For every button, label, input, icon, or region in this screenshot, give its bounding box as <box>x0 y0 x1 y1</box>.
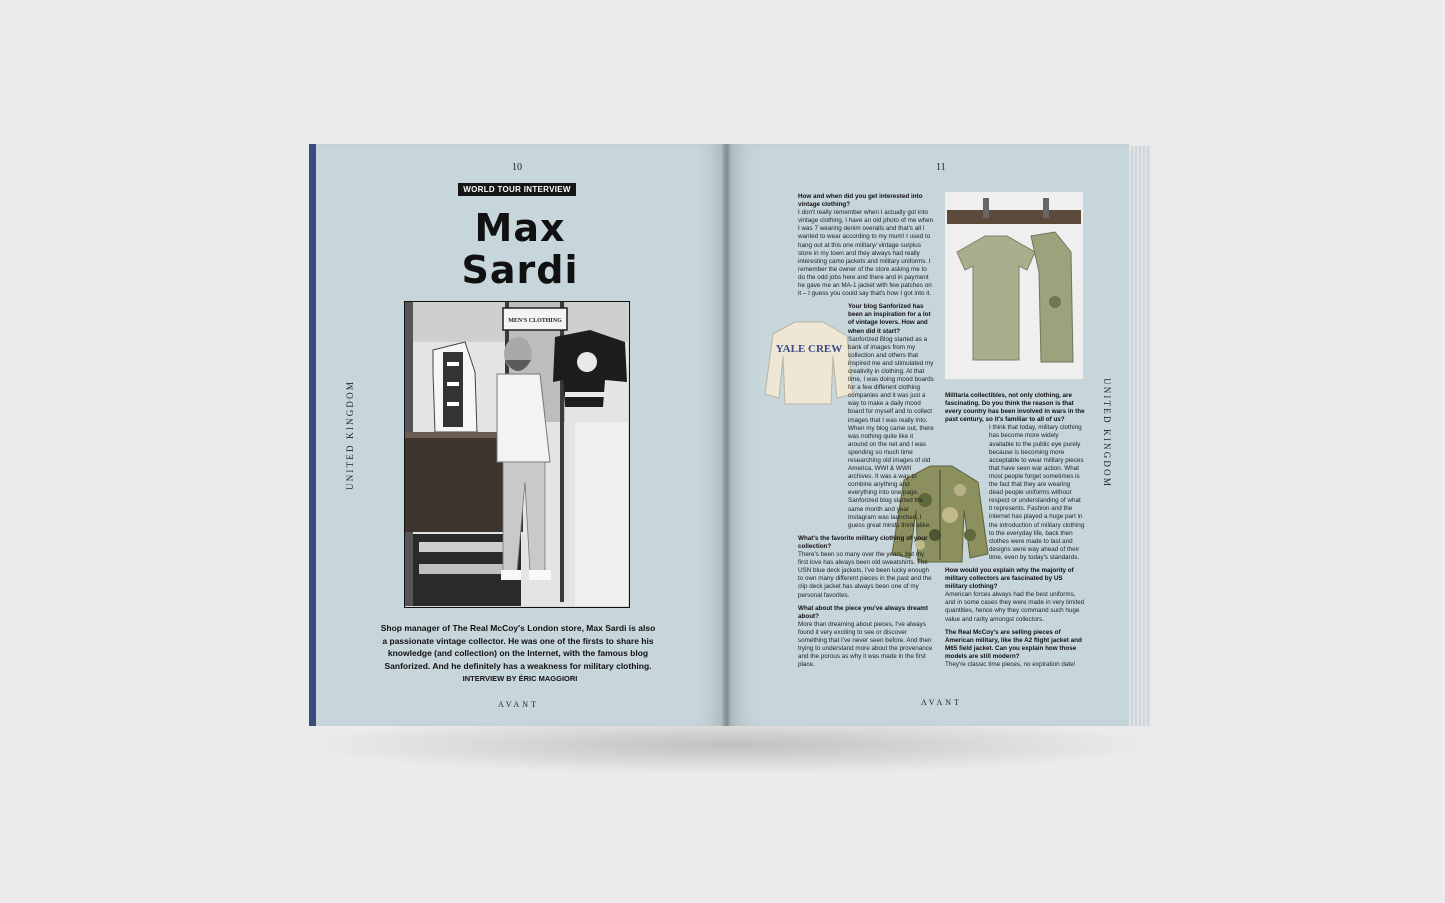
answer: More than dreaming about pieces, I've always found it very exciting to see or discover something that I've never seen before. And then trying to understand more about the provenance and the porous as why it was made in the first place. <box>798 620 933 669</box>
answer: American forces always had the best uniforms, and in some cases they were made in very limited quantities, hence why they command such huge value and rarity amongst collectors. <box>945 591 1085 623</box>
qa-item <box>798 605 934 670</box>
right-page-number: 11 <box>936 162 946 173</box>
question: What about the piece you've always dreamt about? <box>798 604 928 620</box>
right-side-label: UNITED KINGDOM <box>1102 378 1112 489</box>
qa-item <box>798 303 934 530</box>
page-edges <box>1129 146 1151 726</box>
answer: I don't really remember when I actually got into vintage clothing, I have an old photo of me when I was 7 wearing denim overalls and that's all I wanted to wear according to my mum! I used to hang out at this one military/ vintage surplus store in my town and they always had really interesting camo jackets and military uniforms. I remember the owner of the store asking me to do the odd jobs here and there and in payment he gave me an MA-1 jacket with few patches on it – I guess you could say that's how I got into it. <box>798 209 934 298</box>
question: Militaria collectibles, not only clothing, are fascinating. Do you think the reason is that every country has been involved in wars in the past century, so it's familiar to all of us? <box>945 392 1085 424</box>
answer: Sanforized Blog started as a bank of images from my collection and others that inspired me and stimulated my creativity in clothing. At that time, I was doing mood boards for a few different clothing companies and it was just a way to make a daily mood board for myself and to collect images that I was really into. When my blog came out, there was nothing quite like it around on the net and I was spending so much time researching old images of old America, WWI & WWII archives. It was a way to combine anything and everything into one page. Sanforized blog started the same month and year Instagram was launched, I guess great minds think alike. <box>848 335 934 529</box>
interview-byline: INTERVIEW BY ÉRIC MAGGIORI <box>462 674 578 683</box>
intro-paragraph: Shop manager of The Real McCoy's London store, Max Sardi is also a passionate vintage collector. He was one of the firsts to share his knowledge (and collection) on the Internet, with the famous blog Sanforized. And he definitely has a weakness for military clothing. <box>380 623 656 671</box>
left-side-label: UNITED KINGDOM <box>345 379 355 490</box>
section-kicker: WORLD TOUR INTERVIEW <box>458 183 576 196</box>
hanging-shirts-illustration <box>945 192 1083 379</box>
article-title <box>420 207 620 291</box>
right-footer-logo: AVANT <box>921 698 962 707</box>
question: What's the favorite military clothing of your collection? <box>798 534 928 550</box>
shop-sign-text: MEN'S CLOTHING <box>508 318 562 324</box>
magazine-gutter <box>722 144 731 726</box>
answer: There's been so many over the years, but my first love has always been old sweatshirts. The USN blue deck jackets, I've been lucky enough to own many different pieces in the past and the clip deck jacket has always been one of my personal favorites. <box>798 551 932 599</box>
qa-item <box>945 567 1085 624</box>
portrait-illustration <box>405 302 628 606</box>
title-last-name: Sardi <box>461 248 579 292</box>
sweatshirt-lettering: YALE CREW <box>775 343 843 355</box>
cover-edge <box>309 144 316 726</box>
title-first-name: Max <box>474 206 566 250</box>
answer: They're classic time pieces, no expiration date! <box>945 661 1076 668</box>
question: How and when did you get interested into vintage clothing? <box>798 193 923 209</box>
qa-item <box>798 535 934 600</box>
left-footer-logo: AVANT <box>498 700 539 709</box>
right-left-column <box>798 193 934 674</box>
left-page-number: 10 <box>512 162 522 173</box>
question: Your blog Sanforized has been an inspiration for a lot of vintage lovers. How and when did it start? <box>848 303 931 335</box>
right-right-column <box>945 392 1085 674</box>
answer: I think that today, military clothing has become more widely available to the public eye purely because is becoming more acceptable to wear military pieces that have seen war action. What most people forget sometimes is the fact that they are wearing dead people uniforms without respect or understanding of what it represents. Fashion and the internet has played a huge part in the introduction of military clothing to the everyday life, back then clothes were made to last and designs were way ahead of their time, even by today's standards. <box>989 424 1085 561</box>
portrait-photo <box>404 301 630 608</box>
qa-item <box>945 392 1085 562</box>
qa-item <box>798 193 934 298</box>
qa-item <box>945 629 1085 669</box>
hanging-shirts-photo <box>945 192 1083 379</box>
question: How would you explain why the majority of military collectors are fascinated by US military clothing? <box>945 566 1074 591</box>
question: The Real McCoy's are selling pieces of American military, like the A2 flight jacket and M65 field jacket. Can you explain how those models are still modern? <box>945 628 1082 660</box>
